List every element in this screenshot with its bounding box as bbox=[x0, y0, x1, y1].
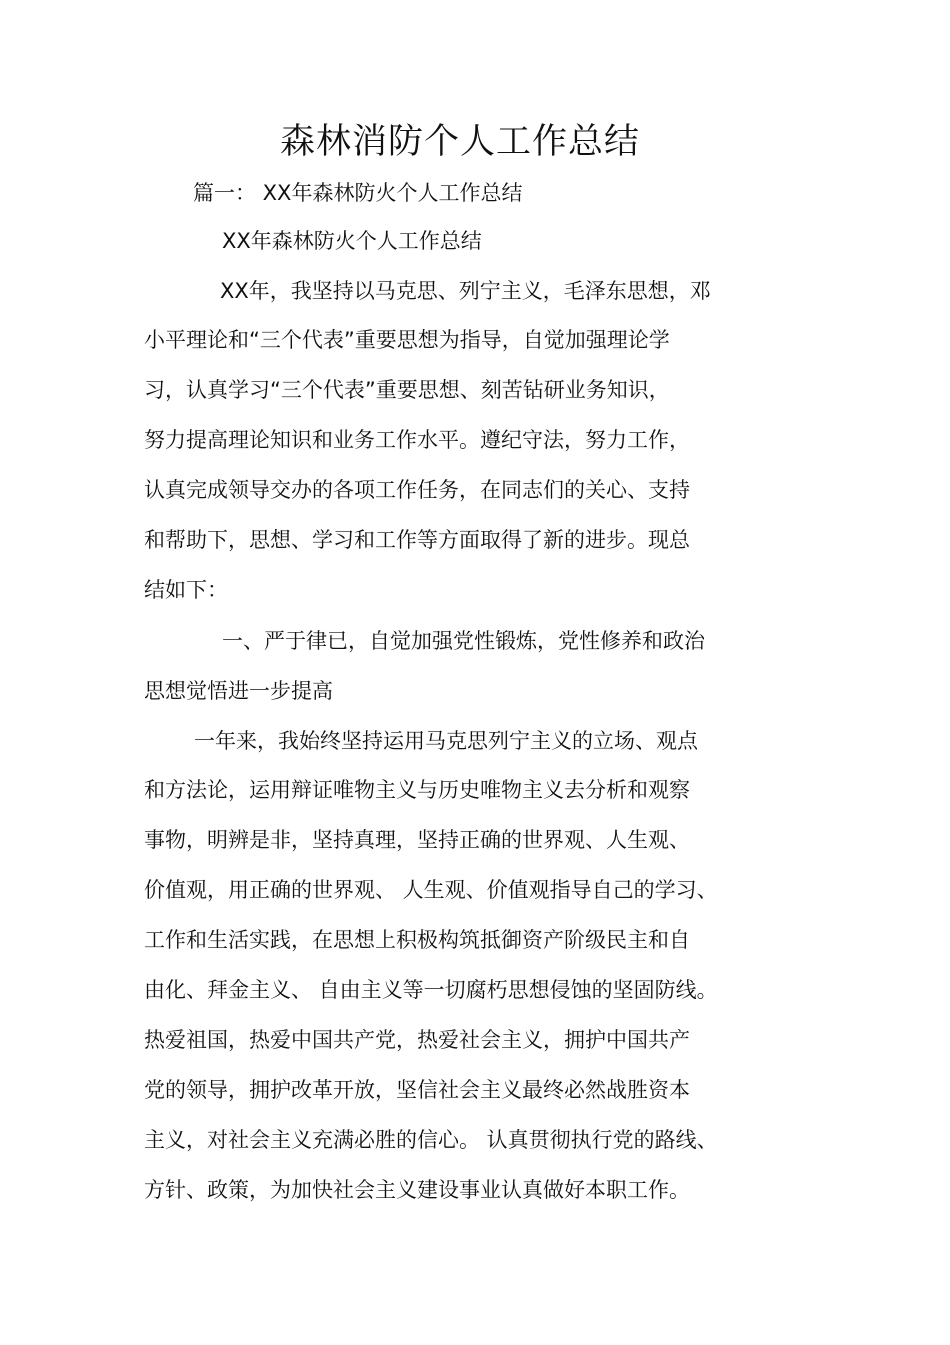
paragraph-line: 和方法论，运用辩证唯物主义与历史唯物主义去分析和观察 bbox=[144, 778, 690, 802]
section-heading: 思想觉悟进一步提高 bbox=[144, 679, 333, 703]
paragraph-line: 热爱祖国，热爱中国共产党，热爱社会主义，拥护中国共产 bbox=[144, 1028, 690, 1052]
section-subtitle: XX年森林防火个人工作总结 bbox=[222, 229, 482, 253]
paragraph-line: 工作和生活实践，在思想上积极构筑抵御资产阶级民主和自 bbox=[144, 928, 690, 952]
paragraph-line: 努力提高理论知识和业务工作水平。遵纪守法，努力工作， bbox=[144, 428, 690, 452]
paragraph-line: 价值观，用正确的世界观、 人生观、价值观指导自己的学习、 bbox=[144, 878, 718, 902]
paragraph-line: XX年，我坚持以马克思、列宁主义，毛泽东思想，邓 bbox=[220, 279, 711, 303]
paragraph-line: 主义，对社会主义充满必胜的信心。 认真贯彻执行党的路线、 bbox=[144, 1128, 718, 1152]
chapter-heading: 篇一： XX年森林防火个人工作总结 bbox=[193, 181, 523, 205]
paragraph-line: 党的领导，拥护改革开放，坚信社会主义最终必然战胜资本 bbox=[144, 1078, 690, 1102]
paragraph-line: 方针、政策，为加快社会主义建设事业认真做好本职工作。 bbox=[144, 1178, 690, 1202]
paragraph-line: 一年来，我始终坚持运用马克思列宁主义的立场、观点 bbox=[194, 729, 698, 753]
document-title: 森林消防个人工作总结 bbox=[279, 122, 640, 162]
paragraph-line: 结如下： bbox=[144, 578, 228, 602]
paragraph-line: 由化、拜金主义、 自由主义等一切腐朽思想侵蚀的坚固防线。 bbox=[144, 978, 718, 1002]
paragraph-line: 和帮助下，思想、学习和工作等方面取得了新的进步。现总 bbox=[144, 528, 690, 552]
paragraph-line: 事物，明辨是非，坚持真理，坚持正确的世界观、人生观、 bbox=[144, 828, 690, 852]
paragraph-line: 习，认真学习“三个代表”重要思想、刻苦钻研业务知识， bbox=[144, 378, 670, 402]
section-heading: 一、严于律已，自觉加强党性锻炼，党性修养和政治 bbox=[222, 629, 705, 653]
paragraph-line: 认真完成领导交办的各项工作任务，在同志们的关心、支持 bbox=[144, 478, 690, 502]
paragraph-line: 小平理论和“三个代表”重要思想为指导，自觉加强理论学 bbox=[144, 328, 670, 352]
